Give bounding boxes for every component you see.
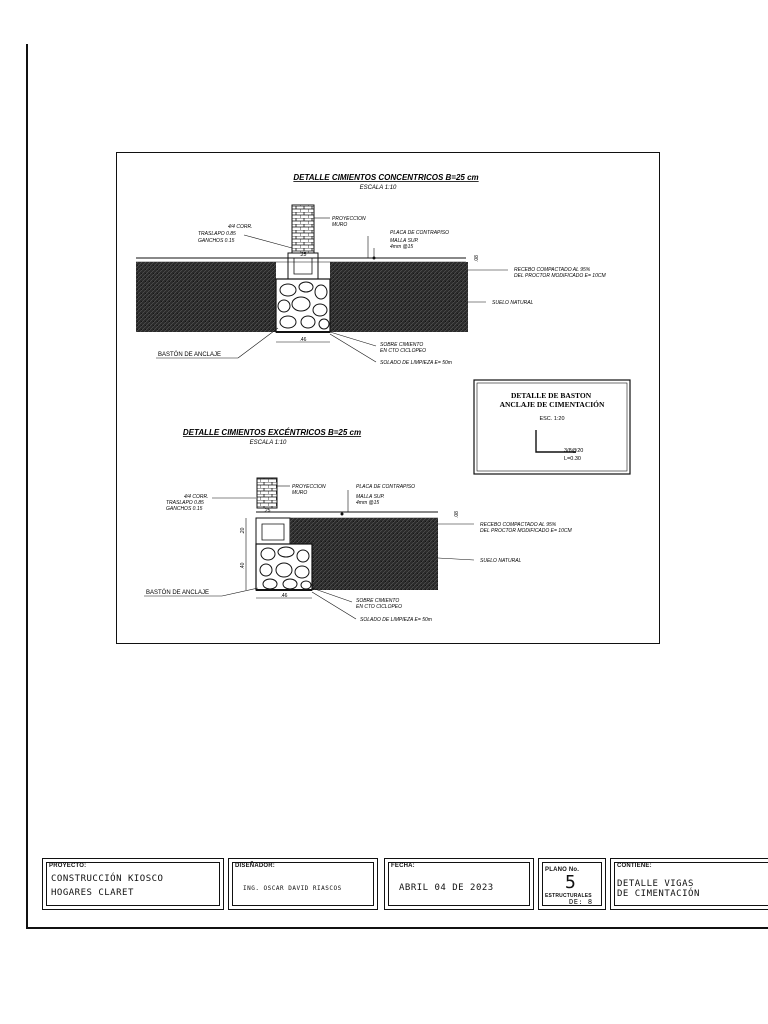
detail2-scale: ESCALA 1:10: [249, 440, 287, 446]
detail2-proyeccion-2: MURO: [292, 490, 308, 496]
title-block-proyecto: [42, 858, 224, 910]
disenador-name: ING. OSCAR DAVID RIASCOS: [243, 885, 342, 892]
detail1-dim-slab: .08: [474, 255, 480, 262]
detail1-baston: BASTÓN DE ANCLAJE: [158, 352, 222, 358]
detail2-dim-side: .40: [240, 562, 246, 570]
detail2-malla-1: MALLA SUP.: [356, 494, 385, 500]
detail1-solado: SOLADO DE LIMPIEZA E= 50m: [380, 360, 452, 366]
detail2-wall: [257, 478, 277, 508]
estructurales-label: ESTRUCTURALES: [545, 893, 592, 899]
detail2-dim-base: .46: [280, 593, 288, 599]
baston-box-title-2: ANCLAJE DE CIMENTACIÓN: [499, 400, 605, 409]
title-block-disenador: [228, 858, 378, 910]
svg-text:RECEBO COMPACTADO AL 95% D: [480, 522, 572, 534]
svg-text:4/4 CORR. TRASLAPO 0.85: [198, 224, 254, 244]
detail2-placa: PLACA DE CONTRAPISO: [356, 484, 415, 490]
detail2-suelo: SUELO NATURAL: [480, 558, 522, 564]
detail2-soil-right: [312, 518, 438, 590]
detail1-wall: [292, 205, 314, 253]
detail2-soil-strip: [290, 518, 312, 544]
title-block-contiene: [610, 858, 768, 910]
detail1-sobre-2: EN CTO CICLOPEO: [380, 348, 427, 354]
detail1-dim-wall: .25: [299, 252, 307, 258]
detail2-proyeccion-1: PROYECCION: [292, 484, 326, 490]
detail2-rebar-note-3: GANCHOS 0.15: [166, 506, 203, 512]
detail1-scale: ESCALA 1:10: [359, 185, 397, 191]
detail1-soil-left: [136, 262, 276, 332]
svg-text:4/4 CORR. TRASLAPO 0.85: [166, 494, 210, 512]
detail1-rebar-note-3: GANCHOS 0.15: [198, 238, 235, 244]
detail1-dim-base: .46: [299, 337, 307, 343]
detail1-soil-right: [330, 262, 468, 332]
contiene-line-2: DE CIMENTACIÓN: [617, 889, 700, 899]
svg-text:PROYECCION MURO: [292, 484, 327, 496]
detail1-recebo-2: DEL PROCTOR MODIFICADO E= 10CM: [514, 273, 606, 279]
detail2-dim-top: .20: [240, 527, 246, 535]
baston-box-bar: 3/8@20: [564, 448, 584, 454]
detail2-solado: SOLADO DE LIMPIEZA E= 50m: [360, 617, 432, 623]
detail2-rebar-note-1: 4/4 CORR.: [184, 494, 209, 500]
detail2-title: DETALLE CIMIENTOS EXCÉNTRICOS B=25 cm: [182, 428, 362, 437]
detail1-cyclopean-footing: [276, 279, 330, 332]
detail2-sobre-1: SOBRE CIMIENTO: [356, 598, 400, 604]
detail1-proyeccion-2: MURO: [332, 222, 348, 228]
foundation-details-drawing: [116, 152, 660, 644]
svg-text:DETALLE DE BASTON ANCLAJE: [500, 391, 605, 409]
sheet-border-left: [26, 44, 28, 928]
detail2-recebo-2: DEL PROCTOR MODIFICADO E= 10CM: [480, 528, 572, 534]
svg-text:SOBRE CIMIENTO EN CTO CICL: [356, 598, 402, 610]
detail1-sobre-1: SOBRE CIMIENTO: [380, 342, 424, 348]
plano-label: PLANO No.: [545, 867, 580, 873]
contiene-label: CONTIENE:: [617, 863, 652, 869]
detail1-suelo: SUELO NATURAL: [492, 300, 534, 306]
title-block-fecha: [384, 858, 534, 910]
proyecto-line-2: HOGARES CLARET: [51, 888, 134, 898]
detail2-cyclopean-footing: [256, 544, 312, 590]
fecha-label: FECHA:: [391, 863, 415, 869]
svg-text:MALLA SUP. 4mm @15: [390, 238, 420, 250]
detail1-title: DETALLE CIMIENTOS CONCENTRICOS B=25 cm: [293, 173, 479, 182]
detail1-malla-1: MALLA SUP.: [390, 238, 419, 244]
detail1-recebo-1: RECEBO COMPACTADO AL 95%: [514, 267, 591, 273]
baston-box-scale: ESC. 1:20: [539, 416, 565, 422]
detail1-malla-2: 4mm @15: [390, 244, 414, 250]
disenador-label: DISEÑADOR:: [235, 863, 276, 869]
title-block-plano: [538, 858, 606, 910]
detail2-baston: BASTÓN DE ANCLAJE: [146, 590, 210, 596]
detail2-malla-2: 4mm @15: [356, 500, 380, 506]
proyecto-label: PROYECTO:: [49, 863, 87, 869]
sheet-border-bottom: [26, 927, 768, 929]
svg-text:MALLA SUP. 4mm @15: [356, 494, 386, 506]
svg-text:SOBRE CIMIENTO EN CTO CICL: [380, 342, 426, 354]
svg-text:PROYECCION MURO: [332, 216, 367, 228]
detail2-rebar-note-2: TRASLAPO 0.85: [166, 500, 204, 506]
plano-de-total: DE: 8: [569, 898, 593, 906]
detail1-proyeccion-1: PROYECCION: [332, 216, 366, 222]
contiene-line-1: DETALLE VIGAS: [617, 879, 694, 889]
svg-text:RECEBO COMPACTADO AL 95% D: [514, 267, 606, 279]
proyecto-line-1: CONSTRUCCIÓN KIOSCO: [51, 874, 164, 884]
detail1-rebar-note-1: 4/4 CORR.: [228, 224, 253, 230]
detail1-placa: PLACA DE CONTRAPISO: [390, 230, 449, 236]
baston-box-length: L=0.30: [564, 456, 581, 462]
detail2-dim-slab: .08: [454, 511, 460, 518]
detail2-dim-wall: .25: [263, 508, 271, 514]
detail1-rebar-note-2: TRASLAPO 0.85: [198, 231, 236, 237]
plano-number: 5: [565, 872, 577, 893]
detail2-sobre-2: EN CTO CICLOPEO: [356, 604, 403, 610]
fecha-value: ABRIL 04 DE 2023: [399, 883, 494, 893]
detail2-recebo-1: RECEBO COMPACTADO AL 95%: [480, 522, 557, 528]
baston-box-title-1: DETALLE DE BASTON: [510, 391, 592, 400]
